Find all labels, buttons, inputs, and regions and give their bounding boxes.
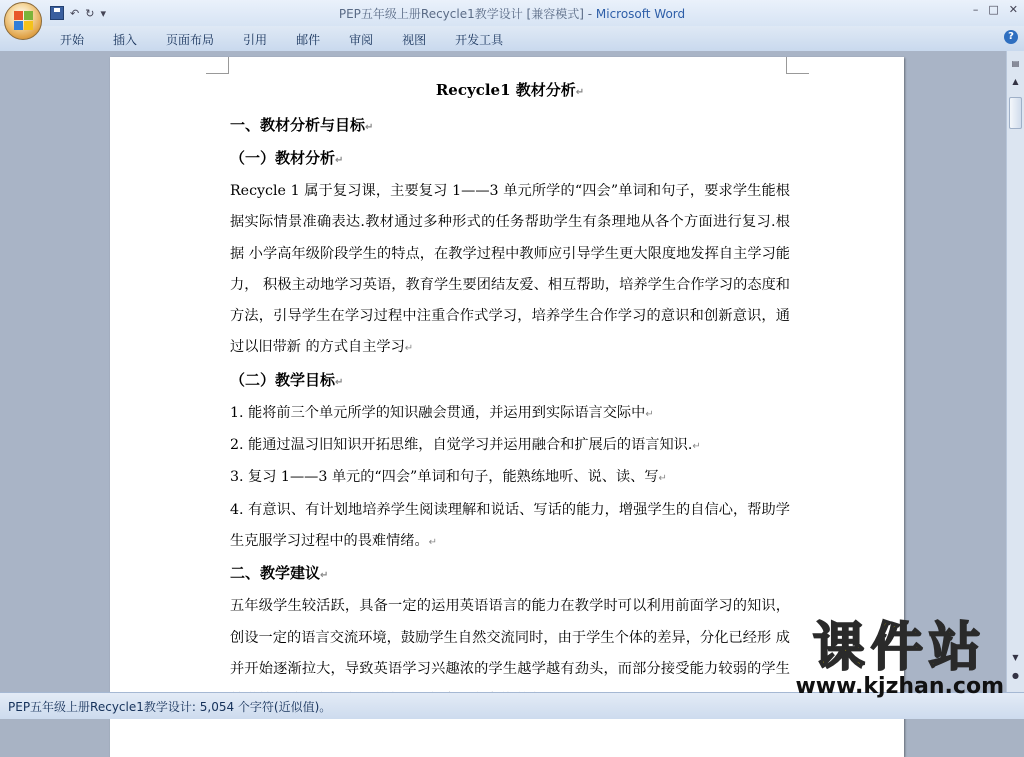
document-body[interactable] [230, 77, 790, 716]
ribbon [0, 26, 1024, 52]
redo-icon[interactable]: ↻ [85, 6, 95, 20]
office-logo-icon [14, 11, 34, 31]
tab-mailings[interactable]: 邮件 [296, 33, 321, 47]
scroll-up-icon[interactable]: ▲ [1012, 77, 1019, 86]
office-button[interactable] [4, 2, 42, 40]
tab-insert[interactable]: 插入 [113, 33, 138, 47]
objective-item: 1. 能将前三个单元所学的知识融会贯通，并运用到实际语言交际中↵ [230, 404, 654, 421]
minimize-button[interactable]: – [972, 3, 979, 16]
document-title: PEP五年级上册Recycle1教学设计 [兼容模式] - [338, 7, 596, 21]
scroll-down-icon[interactable]: ▼ [1012, 653, 1019, 662]
subsection-heading: （一）教材分析↵ [230, 149, 344, 167]
customize-qat-icon[interactable]: ▾ [100, 6, 106, 20]
tab-review[interactable]: 审阅 [349, 33, 374, 47]
objective-item: 3. 复习 1——3 单元的“四会”单词和句子，能熟练地听、说、读、写↵ [230, 469, 667, 486]
margin-corner-right [786, 57, 809, 74]
margin-corner-left [206, 57, 229, 74]
tab-page-layout[interactable]: 页面布局 [166, 33, 215, 47]
subsection-heading: （二）教学目标↵ [230, 370, 344, 389]
scroll-thumb[interactable] [1009, 97, 1022, 129]
objective-item: 2. 能通过温习旧知识开拓思维，自觉学习并运用融合和扩展后的语言知识.↵ [230, 437, 701, 454]
tab-references[interactable]: 引用 [243, 33, 268, 47]
document-heading: Recycle1 教材分析↵ [435, 81, 585, 99]
paragraph: Recycle 1 属于复习课，主要复习 1——3 单元所学的“四会”单词和句子，要求学生能根据实际情景准确表达.教材通过多种形式的任务帮助学生有条理地从各个方面进行复习.根据 小学高年级阶段学生的特点，在教学过程中教师应引导学生更大限度地发挥自主学习能力， 积极主动地学习英语，教育学生要团结友爱、相互帮助，培养学生合作学习的态度和方法，引导学生在学习过程中注重合作式学习，培养学生合作学习的意识和创新意识，通过以旧带新 的方式自主学习↵ [230, 183, 790, 356]
window-controls [973, 3, 1018, 16]
document-workspace [0, 51, 1006, 692]
watermark-url: www.kjzhan.com [795, 674, 1004, 699]
browse-object-icon[interactable]: ● [1012, 671, 1019, 680]
watermark-logo: 课件站 [812, 618, 987, 678]
title-bar [0, 0, 1024, 26]
undo-icon[interactable]: ↶ [70, 6, 80, 20]
close-button[interactable]: ✕ [1008, 3, 1018, 16]
objective-item: 4. 有意识、有计划地培养学生阅读理解和说话、写话的能力，增强学生的自信心，帮助学生克服学习过程中的畏难情绪。↵ [230, 501, 790, 549]
tab-view[interactable]: 视图 [402, 33, 427, 47]
word-count-status[interactable]: PEP五年级上册Recycle1教学设计: 5,054 个字符(近似值)。 [8, 700, 332, 714]
ribbon-tabs [60, 31, 532, 48]
window-title [0, 5, 1024, 22]
app-name: Microsoft Word [595, 7, 686, 21]
section-heading: 二、教学建议↵ [230, 564, 329, 583]
help-icon[interactable]: ? [1004, 30, 1018, 44]
vertical-scrollbar[interactable] [1006, 51, 1024, 692]
ruler-toggle-icon[interactable]: ▤ [1011, 59, 1020, 68]
maximize-button[interactable]: □ [988, 3, 999, 16]
document-page[interactable] [110, 57, 904, 757]
tab-developer[interactable]: 开发工具 [455, 33, 504, 47]
paragraph: 五年级学生较活跃，具备一定的运用英语语言的能力在教学时可以利用前面学习的知识，创设一定的语言交流环境，鼓励学生自然交流同时，由于学生个体的差异，分化已经形 成并开始逐渐拉大，导致英语学习兴趣浓的学生越学越有劲头，而部分接受能力较弱的学生 [230, 598, 790, 677]
site-watermark [795, 618, 1004, 698]
tab-home[interactable]: 开始 [60, 33, 85, 47]
section-heading: 一、教材分析与目标↵ [230, 116, 374, 134]
